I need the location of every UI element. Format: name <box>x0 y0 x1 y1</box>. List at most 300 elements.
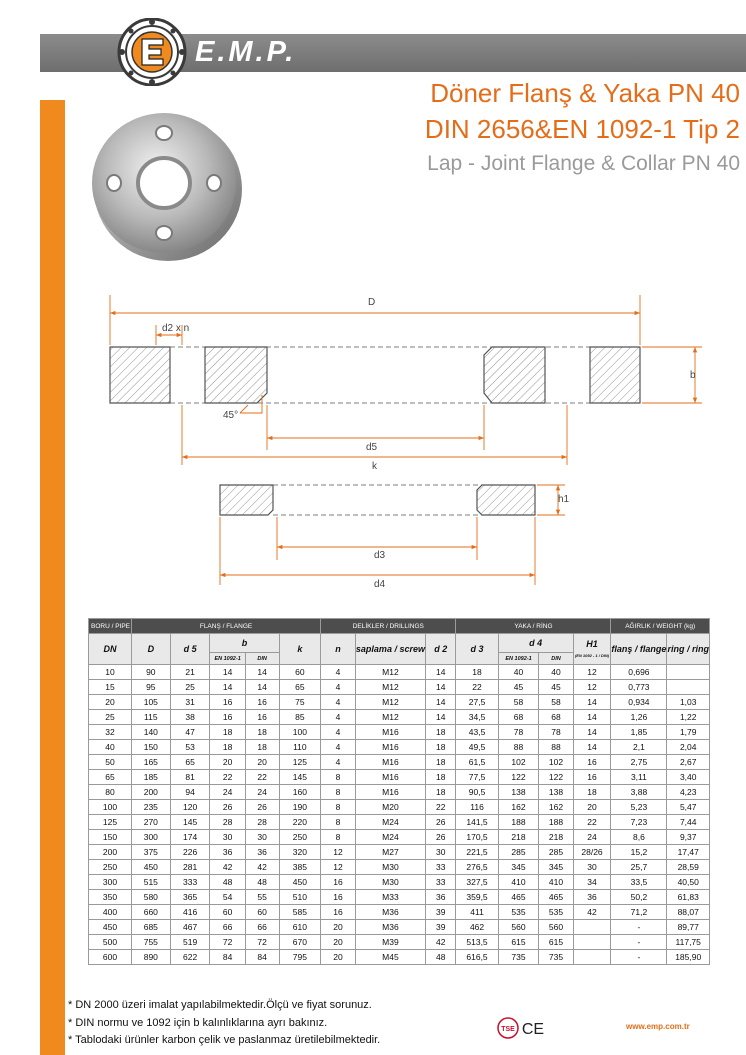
table-cell: 14 <box>573 710 611 725</box>
table-cell: M20 <box>355 800 425 815</box>
table-cell: 585 <box>279 905 321 920</box>
table-cell: 40,50 <box>667 875 710 890</box>
table-cell: 2,04 <box>667 740 710 755</box>
table-cell: 24 <box>210 785 245 800</box>
table-cell: 42 <box>245 860 279 875</box>
table-cell: 45 <box>498 680 539 695</box>
table-cell: 535 <box>498 905 539 920</box>
label-b: b <box>690 370 696 381</box>
table-cell: 333 <box>170 875 210 890</box>
table-cell: 622 <box>170 950 210 965</box>
table-cell: 110 <box>279 740 321 755</box>
table-cell: 226 <box>170 845 210 860</box>
table-cell: 61,83 <box>667 890 710 905</box>
table-row <box>89 845 710 860</box>
header-ring-weight: ring / ring <box>667 634 710 665</box>
label-h1: h1 <box>558 494 570 505</box>
header-flange-weight: flanş / flange <box>611 634 667 665</box>
table-group-header-row <box>89 619 710 634</box>
table-cell: 18 <box>245 740 279 755</box>
table-cell: 285 <box>498 845 539 860</box>
table-cell: 120 <box>170 800 210 815</box>
table-cell: 16 <box>245 710 279 725</box>
table-cell: 26 <box>210 800 245 815</box>
table-cell: 188 <box>498 815 539 830</box>
table-cell: 20 <box>245 755 279 770</box>
table-cell: 345 <box>539 860 573 875</box>
table-row <box>89 890 710 905</box>
table-cell: 365 <box>170 890 210 905</box>
table-cell: 8 <box>321 830 356 845</box>
table-cell: 25 <box>170 680 210 695</box>
table-cell: 150 <box>131 740 170 755</box>
table-cell: M24 <box>355 830 425 845</box>
table-cell: M12 <box>355 665 425 680</box>
table-cell: 4 <box>321 665 356 680</box>
table-cell: 122 <box>498 770 539 785</box>
table-cell: 65 <box>89 770 132 785</box>
table-cell: 450 <box>131 860 170 875</box>
label-d2-n: d2 x n <box>162 323 190 334</box>
table-cell: 513,5 <box>456 935 498 950</box>
table-cell: 65 <box>170 755 210 770</box>
table-cell: 16 <box>573 770 611 785</box>
table-cell: 140 <box>131 725 170 740</box>
table-cell: 450 <box>89 920 132 935</box>
table-cell: M36 <box>355 920 425 935</box>
header-screw: saplama / screw <box>355 634 425 665</box>
table-cell: 200 <box>89 845 132 860</box>
table-cell: M12 <box>355 710 425 725</box>
table-row <box>89 680 710 695</box>
tse-mark-icon <box>498 1018 518 1038</box>
table-cell: M33 <box>355 890 425 905</box>
header-n: n <box>321 634 356 665</box>
table-cell: 270 <box>131 815 170 830</box>
table-cell: 71,2 <box>611 905 667 920</box>
table-cell <box>667 680 710 695</box>
table-cell: 61,5 <box>456 755 498 770</box>
table-row <box>89 875 710 890</box>
group-weight: AĞIRLIK / WEIGHT (kg) <box>611 619 710 634</box>
spec-table <box>88 618 710 965</box>
table-cell: 22 <box>425 800 455 815</box>
table-cell: 7,23 <box>611 815 667 830</box>
table-cell: 84 <box>210 950 245 965</box>
table-cell: 145 <box>170 815 210 830</box>
table-cell: 8 <box>321 785 356 800</box>
table-cell: 117,75 <box>667 935 710 950</box>
table-cell: 15,2 <box>611 845 667 860</box>
table-cell: 14 <box>425 710 455 725</box>
table-cell: 58 <box>498 695 539 710</box>
table-cell: 600 <box>89 950 132 965</box>
table-row <box>89 725 710 740</box>
table-cell: 519 <box>170 935 210 950</box>
table-cell: 9,37 <box>667 830 710 845</box>
table-row <box>89 860 710 875</box>
table-row <box>89 710 710 725</box>
table-cell: 660 <box>131 905 170 920</box>
table-cell: 33 <box>425 860 455 875</box>
table-cell: 84 <box>245 950 279 965</box>
table-cell: 610 <box>279 920 321 935</box>
table-cell: 465 <box>498 890 539 905</box>
table-cell: 45 <box>539 680 573 695</box>
table-cell: 22 <box>210 770 245 785</box>
table-cell: 25,7 <box>611 860 667 875</box>
table-cell: 4 <box>321 740 356 755</box>
table-cell: 14 <box>573 740 611 755</box>
table-cell: 50 <box>89 755 132 770</box>
table-cell: 90,5 <box>456 785 498 800</box>
table-cell: 68 <box>498 710 539 725</box>
table-cell: M39 <box>355 935 425 950</box>
flange-section-left-inner <box>205 347 267 403</box>
table-cell: 78 <box>498 725 539 740</box>
table-cell: 300 <box>89 875 132 890</box>
table-cell: 58 <box>539 695 573 710</box>
table-cell: 14 <box>425 695 455 710</box>
table-cell: 200 <box>131 785 170 800</box>
table-cell: 4 <box>321 695 356 710</box>
collar-section-right <box>477 485 535 515</box>
table-cell: 34,5 <box>456 710 498 725</box>
collar-section-left <box>220 485 273 515</box>
table-cell: 500 <box>89 935 132 950</box>
table-cell <box>667 665 710 680</box>
table-cell: 3,11 <box>611 770 667 785</box>
table-cell: 72 <box>245 935 279 950</box>
table-cell: 411 <box>456 905 498 920</box>
group-pipe: BORU / PIPE <box>89 619 132 634</box>
label-k: k <box>372 461 377 472</box>
table-cell: 16 <box>245 695 279 710</box>
table-cell: 8 <box>321 815 356 830</box>
table-cell: 685 <box>131 920 170 935</box>
table-cell: M16 <box>355 725 425 740</box>
flange-section-right-inner <box>484 347 545 403</box>
table-cell: 20 <box>210 755 245 770</box>
table-cell: 20 <box>573 800 611 815</box>
header-dn: DN <box>89 634 132 665</box>
label-d3: d3 <box>374 550 386 561</box>
label-d5: d5 <box>366 442 378 453</box>
table-cell: 450 <box>279 875 321 890</box>
table-cell: 190 <box>279 800 321 815</box>
title-turkish: Döner Flanş & Yaka PN 40 <box>430 78 740 108</box>
header-d4: d 4 <box>498 634 573 653</box>
table-cell: 88,07 <box>667 905 710 920</box>
table-cell: 250 <box>279 830 321 845</box>
table-cell: 36 <box>210 845 245 860</box>
table-cell: 65 <box>279 680 321 695</box>
table-cell: 116 <box>456 800 498 815</box>
table-cell: 735 <box>498 950 539 965</box>
header-d5: d 5 <box>170 634 210 665</box>
table-cell: 80 <box>89 785 132 800</box>
table-row <box>89 815 710 830</box>
table-cell: 8 <box>321 770 356 785</box>
table-cell: 40 <box>498 665 539 680</box>
table-cell: 33,5 <box>611 875 667 890</box>
table-cell: 345 <box>498 860 539 875</box>
table-cell: - <box>611 935 667 950</box>
table-cell: 281 <box>170 860 210 875</box>
table-cell: 27,5 <box>456 695 498 710</box>
table-cell: M12 <box>355 680 425 695</box>
table-cell <box>573 935 611 950</box>
table-cell: 218 <box>498 830 539 845</box>
table-cell: 160 <box>279 785 321 800</box>
certification-marks <box>497 1016 549 1040</box>
table-cell: 735 <box>539 950 573 965</box>
table-row <box>89 665 710 680</box>
table-cell: 359,5 <box>456 890 498 905</box>
table-cell: 141,5 <box>456 815 498 830</box>
table-cell: 0,934 <box>611 695 667 710</box>
table-cell: 14 <box>245 680 279 695</box>
table-cell: 28 <box>245 815 279 830</box>
table-row <box>89 800 710 815</box>
table-cell: 1,03 <box>667 695 710 710</box>
table-cell: 26 <box>425 830 455 845</box>
table-cell: 30 <box>573 860 611 875</box>
table-cell: M24 <box>355 815 425 830</box>
table-cell: 47 <box>170 725 210 740</box>
table-cell: 40 <box>539 665 573 680</box>
table-cell: 100 <box>89 800 132 815</box>
table-cell: 16 <box>321 875 356 890</box>
header-d2: d 2 <box>425 634 455 665</box>
table-cell: 18 <box>425 725 455 740</box>
table-cell: 18 <box>245 725 279 740</box>
table-cell: 21 <box>170 665 210 680</box>
table-cell: 580 <box>131 890 170 905</box>
table-cell: 615 <box>498 935 539 950</box>
table-cell: M12 <box>355 695 425 710</box>
table-row <box>89 770 710 785</box>
table-cell: M45 <box>355 950 425 965</box>
table-cell: 122 <box>539 770 573 785</box>
table-cell: 68 <box>539 710 573 725</box>
table-cell: 26 <box>425 815 455 830</box>
table-cell: 42 <box>425 935 455 950</box>
table-row <box>89 740 710 755</box>
table-cell: 3,88 <box>611 785 667 800</box>
table-cell: 30 <box>245 830 279 845</box>
table-cell: 410 <box>539 875 573 890</box>
table-cell: 162 <box>498 800 539 815</box>
table-cell: 30 <box>425 845 455 860</box>
label-angle: 45° <box>223 410 239 421</box>
table-cell: 60 <box>279 665 321 680</box>
table-cell: 615 <box>539 935 573 950</box>
table-cell: 560 <box>539 920 573 935</box>
table-cell: 7,44 <box>667 815 710 830</box>
header-b-en: EN 1092-1 <box>210 653 245 665</box>
technical-drawing <box>90 285 730 595</box>
table-cell: 22 <box>245 770 279 785</box>
table-cell: M30 <box>355 875 425 890</box>
header-b-din: DIN <box>245 653 279 665</box>
table-cell: 85 <box>279 710 321 725</box>
table-cell: 150 <box>89 830 132 845</box>
table-cell: 2,67 <box>667 755 710 770</box>
table-cell: 2,75 <box>611 755 667 770</box>
table-cell: 31 <box>170 695 210 710</box>
table-cell: 43,5 <box>456 725 498 740</box>
table-cell: 105 <box>131 695 170 710</box>
table-cell: 416 <box>170 905 210 920</box>
table-cell: 385 <box>279 860 321 875</box>
table-cell: 42 <box>573 905 611 920</box>
table-cell: 33 <box>425 875 455 890</box>
table-cell: 14 <box>210 680 245 695</box>
table-cell: 66 <box>210 920 245 935</box>
accent-side-bar <box>40 100 65 1055</box>
table-cell: 0,773 <box>611 680 667 695</box>
table-cell: 14 <box>245 665 279 680</box>
table-cell: 515 <box>131 875 170 890</box>
table-cell: 1,85 <box>611 725 667 740</box>
table-cell: 14 <box>425 680 455 695</box>
table-cell: 60 <box>245 905 279 920</box>
table-cell: 616,5 <box>456 950 498 965</box>
table-cell: 145 <box>279 770 321 785</box>
table-cell: 18 <box>425 755 455 770</box>
table-cell: - <box>611 950 667 965</box>
table-cell: 8,6 <box>611 830 667 845</box>
table-cell: 138 <box>539 785 573 800</box>
table-cell: 28/26 <box>573 845 611 860</box>
table-cell: 30 <box>210 830 245 845</box>
table-cell: 3,40 <box>667 770 710 785</box>
table-cell: 20 <box>321 950 356 965</box>
table-row <box>89 920 710 935</box>
table-cell: 1,26 <box>611 710 667 725</box>
table-cell: M16 <box>355 785 425 800</box>
table-cell: M16 <box>355 740 425 755</box>
flange-photo <box>86 105 246 265</box>
table-cell: 170,5 <box>456 830 498 845</box>
table-cell: 0,696 <box>611 665 667 680</box>
table-cell: 53 <box>170 740 210 755</box>
footnote-2: * DIN normu ve 1092 için b kalınlıklarına ayrı bakınız. <box>68 1017 328 1029</box>
table-cell: 18 <box>425 770 455 785</box>
website-link[interactable]: www.emp.com.tr <box>626 1022 690 1031</box>
table-cell: 100 <box>279 725 321 740</box>
header-d3: d 3 <box>456 634 498 665</box>
table-cell: 36 <box>245 845 279 860</box>
table-cell: 54 <box>210 890 245 905</box>
table-cell: 88 <box>498 740 539 755</box>
table-cell: 327,5 <box>456 875 498 890</box>
table-row <box>89 905 710 920</box>
table-cell: 66 <box>245 920 279 935</box>
table-cell: 14 <box>573 725 611 740</box>
table-cell: 795 <box>279 950 321 965</box>
group-drillings: DELİKLER / DRILLINGS <box>321 619 456 634</box>
group-flange: FLANŞ / FLANGE <box>131 619 320 634</box>
table-cell: M16 <box>355 770 425 785</box>
table-cell: 462 <box>456 920 498 935</box>
table-cell: 28,59 <box>667 860 710 875</box>
table-cell: 78 <box>539 725 573 740</box>
table-cell <box>573 950 611 965</box>
table-cell: 2,1 <box>611 740 667 755</box>
footnote-3: * Tablodaki ürünler karbon çelik ve paslanmaz üretilebilmektedir. <box>68 1034 381 1046</box>
table-row <box>89 695 710 710</box>
table-cell: 755 <box>131 935 170 950</box>
table-cell: 125 <box>89 815 132 830</box>
flange-section-right-outer <box>590 347 640 403</box>
table-cell: 15 <box>89 680 132 695</box>
table-cell: 115 <box>131 710 170 725</box>
emp-logo-icon <box>112 18 192 86</box>
table-cell: 102 <box>539 755 573 770</box>
table-cell: 17,47 <box>667 845 710 860</box>
table-cell: 4 <box>321 755 356 770</box>
table-row <box>89 935 710 950</box>
table-cell: 218 <box>539 830 573 845</box>
header-H1-sub: (EN 1092 - 1 / DIN) <box>574 653 610 658</box>
table-cell: 138 <box>498 785 539 800</box>
label-d4: d4 <box>374 579 386 590</box>
table-cell: 88 <box>539 740 573 755</box>
table-cell: 400 <box>89 905 132 920</box>
table-cell: 42 <box>210 860 245 875</box>
header-d4-en: EN 1092-1 <box>498 653 539 665</box>
table-cell: 18 <box>425 785 455 800</box>
table-row <box>89 830 710 845</box>
table-cell: 12 <box>573 680 611 695</box>
table-cell: M27 <box>355 845 425 860</box>
brand-name: E.M.P. <box>195 36 297 68</box>
header-D: D <box>131 634 170 665</box>
table-cell: 89,77 <box>667 920 710 935</box>
table-cell: 20 <box>89 695 132 710</box>
table-cell: 81 <box>170 770 210 785</box>
table-cell: 72 <box>210 935 245 950</box>
table-cell: 16 <box>573 755 611 770</box>
table-cell: 36 <box>425 890 455 905</box>
table-cell: 4,23 <box>667 785 710 800</box>
group-ring: YAKA / RİNG <box>456 619 611 634</box>
table-cell: 75 <box>279 695 321 710</box>
table-cell: M16 <box>355 755 425 770</box>
table-cell: 8 <box>321 800 356 815</box>
header-k: k <box>279 634 321 665</box>
table-cell: 25 <box>89 710 132 725</box>
table-cell: 1,79 <box>667 725 710 740</box>
table-cell: 162 <box>539 800 573 815</box>
table-cell: 5,47 <box>667 800 710 815</box>
table-cell: 94 <box>170 785 210 800</box>
table-cell <box>573 920 611 935</box>
table-cell: 220 <box>279 815 321 830</box>
table-cell: 467 <box>170 920 210 935</box>
table-cell: 174 <box>170 830 210 845</box>
table-cell: 60 <box>210 905 245 920</box>
table-cell: 5,23 <box>611 800 667 815</box>
table-cell: 375 <box>131 845 170 860</box>
table-cell: 320 <box>279 845 321 860</box>
header-b: b <box>210 634 279 653</box>
table-cell: 188 <box>539 815 573 830</box>
table-cell: 410 <box>498 875 539 890</box>
table-cell: 250 <box>89 860 132 875</box>
